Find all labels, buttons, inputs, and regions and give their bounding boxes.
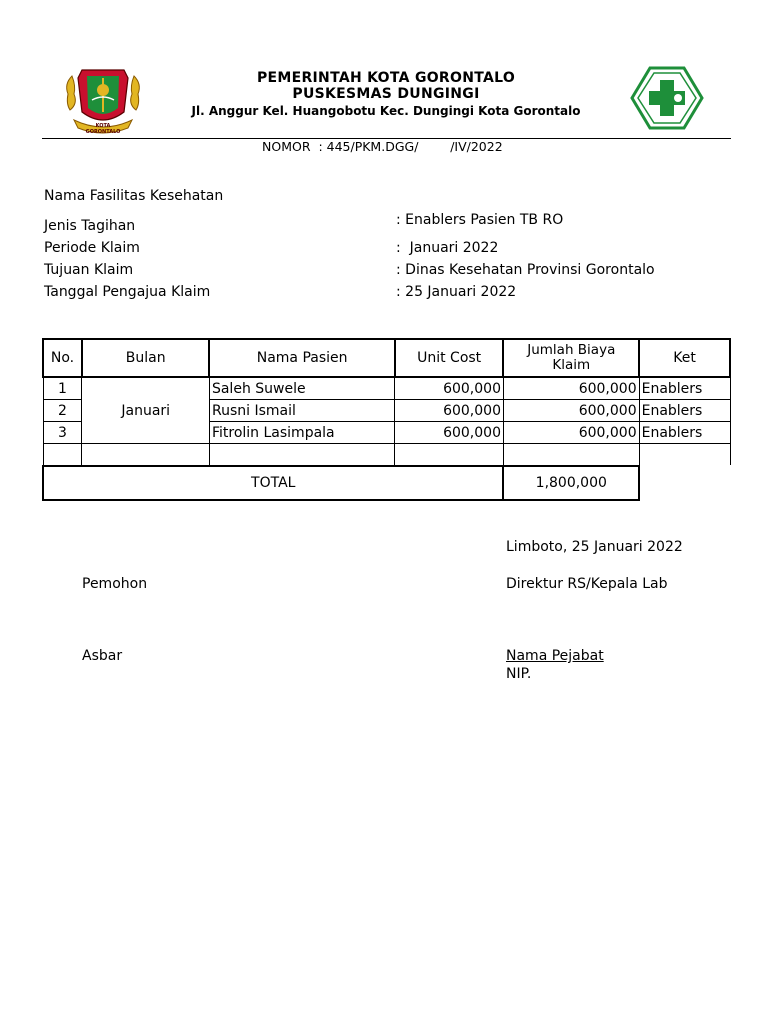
cell-empty <box>209 444 394 467</box>
cell-ket: Enablers <box>639 377 730 400</box>
cell-jumlah: 600,000 <box>503 377 639 400</box>
info-value-tanggal: : 25 Januari 2022 <box>396 284 517 300</box>
cell-unit-cost: 600,000 <box>395 422 504 444</box>
crest-banner-text: KOTA GORONTALO <box>85 123 121 135</box>
cell-nama: Saleh Suwele <box>209 377 394 400</box>
cell-unit-cost: 600,000 <box>395 377 504 400</box>
col-header-unit-cost: Unit Cost <box>395 339 504 377</box>
info-label-jenis: Jenis Tagihan <box>44 218 136 234</box>
total-label: TOTAL <box>43 466 503 500</box>
header-puskesmas: PUSKESMAS DUNGINGI <box>292 86 480 102</box>
col-header-jumlah: Jumlah Biaya Klaim <box>503 339 639 377</box>
info-value-periode: : Januari 2022 <box>396 240 499 256</box>
cell-no: 1 <box>43 377 82 400</box>
info-label-periode: Periode Klaim <box>44 240 140 256</box>
col-header-no: No. <box>43 339 82 377</box>
cell-empty <box>639 444 730 467</box>
cell-unit-cost: 600,000 <box>395 400 504 422</box>
cell-ket: Enablers <box>639 400 730 422</box>
cell-nama: Fitrolin Lasimpala <box>209 422 394 444</box>
info-label-tujuan: Tujuan Klaim <box>44 262 134 278</box>
claims-table <box>42 338 731 501</box>
table-header-row <box>43 339 730 377</box>
applicant-title: Pemohon <box>82 576 148 592</box>
total-empty-cell <box>639 466 730 500</box>
table-total-row <box>43 466 730 500</box>
col-header-bulan: Bulan <box>82 339 210 377</box>
table-row <box>43 377 730 400</box>
cell-bulan: Januari <box>82 377 210 444</box>
official-name: Nama Pejabat <box>506 648 604 664</box>
cell-no: 3 <box>43 422 82 444</box>
info-value-jenis: : Enablers Pasien TB RO <box>396 212 564 228</box>
header-address: Jl. Anggur Kel. Huangobotu Kec. Dungingi Kota Gorontalo <box>191 104 581 118</box>
facility-name-label: Nama Fasilitas Kesehatan <box>44 188 224 204</box>
director-title: Direktur RS/Kepala Lab <box>506 576 668 592</box>
cell-empty <box>395 444 504 467</box>
info-value-tujuan: : Dinas Kesehatan Provinsi Gorontalo <box>396 262 655 278</box>
cell-jumlah: 600,000 <box>503 400 639 422</box>
cell-empty <box>503 444 639 467</box>
col-header-ket: Ket <box>639 339 730 377</box>
puskesmas-cross-icon <box>630 66 704 130</box>
cell-nama: Rusni Ismail <box>209 400 394 422</box>
cell-no: 2 <box>43 400 82 422</box>
total-value: 1,800,000 <box>503 466 639 500</box>
place-date: Limboto, 25 Januari 2022 <box>506 539 683 555</box>
header-government: PEMERINTAH KOTA GORONTALO <box>256 70 516 86</box>
puskesmas-logo <box>630 66 704 130</box>
city-crest-logo <box>62 64 144 136</box>
cell-empty <box>43 444 82 467</box>
applicant-name: Asbar <box>82 648 123 664</box>
col-header-nama: Nama Pasien <box>209 339 394 377</box>
info-label-tanggal: Tanggal Pengajua Klaim <box>44 284 211 300</box>
table-row-empty <box>43 444 730 467</box>
cell-jumlah: 600,000 <box>503 422 639 444</box>
official-nip: NIP. <box>506 666 532 682</box>
letter-number: NOMOR : 445/PKM.DGG/ /IV/2022 <box>262 139 503 154</box>
cell-empty <box>82 444 210 467</box>
cell-ket: Enablers <box>639 422 730 444</box>
